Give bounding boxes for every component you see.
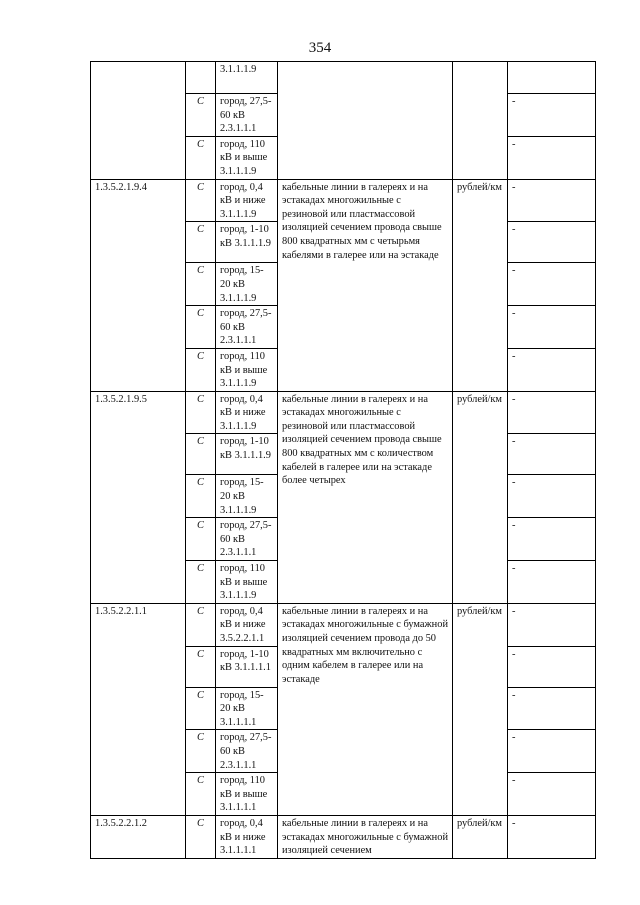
mark-cell: С [186,730,216,773]
location-cell: город, 1-10 кВ 3.1.1.1.9 [216,222,278,263]
table-row [91,62,596,94]
value-cell: - [508,646,596,687]
mark-cell: С [186,179,216,222]
mark-cell: С [186,815,216,858]
location-cell: город, 15-20 кВ 3.1.1.1.1 [216,687,278,730]
code-cell: 1.3.5.2.2.1.2 [91,815,186,858]
mark-cell: С [186,646,216,687]
description-cell [278,62,453,180]
code-cell: 1.3.5.2.1.9.5 [91,391,186,603]
unit-cell: рублей/км [453,391,508,603]
value-cell: - [508,518,596,561]
table-row [91,179,596,222]
mark-cell: С [186,94,216,137]
location-cell: город, 1-10 кВ 3.1.1.1.1 [216,646,278,687]
value-cell: - [508,434,596,475]
location-cell: город, 0,4 кВ и ниже 3.1.1.1.9 [216,391,278,434]
location-cell: город, 0,4 кВ и ниже 3.1.1.1.9 [216,179,278,222]
location-cell: город, 27,5-60 кВ 2.3.1.1.1 [216,730,278,773]
mark-cell: С [186,773,216,816]
value-cell: - [508,222,596,263]
unit-cell: рублей/км [453,603,508,815]
description-cell: кабельные линии в галереях и на эстакадах многожильные с бумажной изоляцией сечением [278,815,453,858]
code-cell: 1.3.5.2.1.9.4 [91,179,186,391]
unit-cell: рублей/км [453,815,508,858]
description-cell: кабельные линии в галереях и на эстакадах многожильные с бумажной изоляцией сечением провода до 50 квадратных мм включительно с одним кабелем в галерее или на эстакаде [278,603,453,815]
value-cell: - [508,263,596,306]
value-cell: - [508,561,596,604]
value-cell: - [508,475,596,518]
code-cell [91,62,186,180]
location-cell: город, 27,5-60 кВ 2.3.1.1.1 [216,306,278,349]
location-cell: город, 0,4 кВ и ниже 3.5.2.2.1.1 [216,603,278,646]
value-cell: - [508,306,596,349]
unit-cell [453,62,508,180]
value-cell: - [508,730,596,773]
mark-cell: С [186,136,216,179]
location-cell: 3.1.1.1.9 [216,62,278,94]
location-cell: город, 110 кВ и выше 3.1.1.1.1 [216,773,278,816]
mark-cell: С [186,518,216,561]
mark-cell: С [186,603,216,646]
value-cell: - [508,391,596,434]
mark-cell: С [186,306,216,349]
location-cell: город, 0,4 кВ и ниже 3.1.1.1.1 [216,815,278,858]
table-row [91,815,596,858]
tariff-table [90,61,596,859]
mark-cell: С [186,434,216,475]
location-cell: город, 15-20 кВ 3.1.1.1.9 [216,475,278,518]
value-cell: - [508,348,596,391]
value-cell [508,62,596,94]
value-cell: - [508,815,596,858]
description-cell: кабельные линии в галереях и на эстакадах многожильные с резиновой или пластмассовой изоляцией сечением провода свыше 800 квадратных мм с количеством кабелей в галерее или на эстакаде более четырех [278,391,453,603]
location-cell: город, 110 кВ и выше 3.1.1.1.9 [216,348,278,391]
description-cell: кабельные линии в галереях и на эстакадах многожильные с резиновой или пластмассовой изоляцией сечением провода свыше 800 квадратных мм с четырьмя кабелями в галерее или на эстакаде [278,179,453,391]
mark-cell [186,62,216,94]
value-cell: - [508,179,596,222]
mark-cell: С [186,561,216,604]
mark-cell: С [186,348,216,391]
value-cell: - [508,136,596,179]
mark-cell: С [186,263,216,306]
value-cell: - [508,773,596,816]
mark-cell: С [186,222,216,263]
mark-cell: С [186,475,216,518]
code-cell: 1.3.5.2.2.1.1 [91,603,186,815]
mark-cell: С [186,687,216,730]
value-cell: - [508,94,596,137]
location-cell: город, 110 кВ и выше 3.1.1.1.9 [216,561,278,604]
table-row [91,603,596,646]
location-cell: город, 110 кВ и выше 3.1.1.1.9 [216,136,278,179]
location-cell: город, 15-20 кВ 3.1.1.1.9 [216,263,278,306]
page-number: 354 [308,40,332,56]
location-cell: город, 1-10 кВ 3.1.1.1.9 [216,434,278,475]
value-cell: - [508,603,596,646]
mark-cell: С [186,391,216,434]
location-cell: город, 27,5-60 кВ 2.3.1.1.1 [216,518,278,561]
location-cell: город, 27,5-60 кВ 2.3.1.1.1 [216,94,278,137]
value-cell: - [508,687,596,730]
table-row [91,391,596,434]
unit-cell: рублей/км [453,179,508,391]
